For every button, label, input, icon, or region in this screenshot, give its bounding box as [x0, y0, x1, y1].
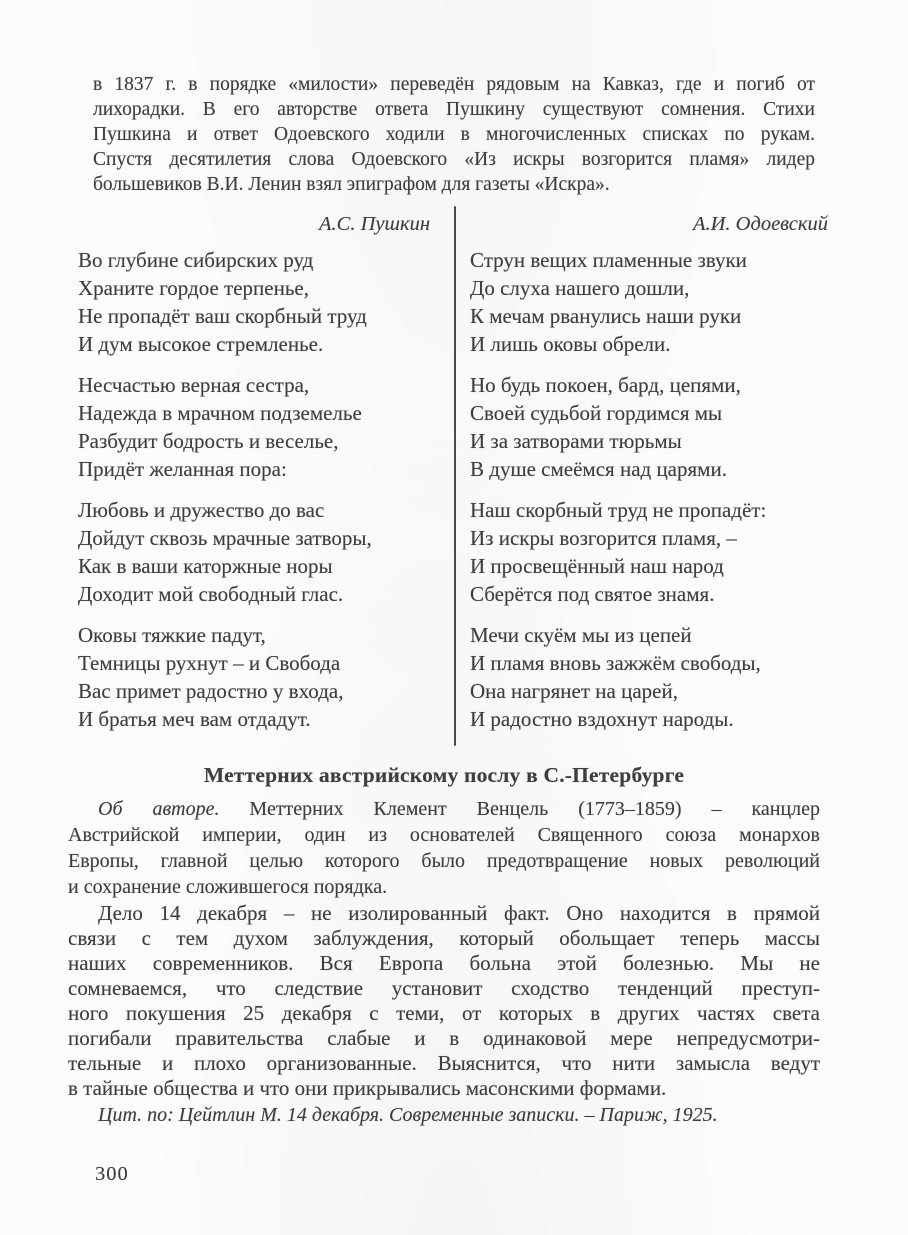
poem-author-odoevsky: А.И. Одоевский: [692, 213, 828, 235]
verse-line: И за затворами тюрьмы: [470, 429, 682, 453]
text-line: в 1837 г. в порядке «милости» переведён рядовым на Кавказ, где и погиб от: [93, 74, 815, 95]
poem-column-pushkin: [78, 246, 430, 746]
poem-stanza: [78, 621, 430, 733]
section-heading: Меттерних австрийскому послу в С.-Петербурге: [203, 763, 685, 787]
verse-line: Придёт желанная пора:: [78, 457, 287, 481]
text-line: сомневаемся, что следствие установит сходство тенденций преступ-: [68, 976, 820, 1000]
text-line: Пушкина и ответ Одоевского ходили в многочисленных списках по рукам.: [93, 124, 815, 145]
verse-line: Храните гордое терпенье,: [78, 276, 309, 300]
verse-line: Оковы тяжкие падут,: [78, 623, 266, 647]
text-line: связи с тем духом заблуждения, который обольщает теперь массы: [68, 926, 820, 950]
verse-line: Доходит мой свободный глас.: [78, 582, 344, 606]
verse-line: И радостно вздохнут народы.: [470, 707, 734, 731]
verse-line: До слуха нашего дошли,: [470, 276, 690, 300]
verse-line: Она нагрянет на царей,: [470, 679, 678, 703]
verse-line: Сберётся под святое знамя.: [470, 582, 715, 606]
text-line: большевиков В.И. Ленин взял эпиграфом для газеты «Искра».: [93, 174, 610, 195]
text-line: Спустя десятилетия слова Одоевского «Из искры возгорится пламя» лидер: [93, 149, 815, 170]
verse-line: Но будь покоен, бард, цепями,: [470, 373, 741, 397]
verse-line: Из искры возгорится пламя, –: [470, 526, 737, 550]
verse-line: Дойдут сквозь мрачные затворы,: [78, 526, 372, 550]
poem-stanza: [470, 371, 828, 483]
poem-stanza: [78, 496, 430, 608]
text-line: Дело 14 декабря – не изолированный факт. Оно находится в прямой: [98, 901, 820, 925]
text-line: Европы, главной целью которого было предотвращение новых революций: [68, 850, 820, 872]
verse-line: Любовь и дружество до вас: [78, 498, 325, 522]
text-line: погибали правительства слабые и в одинаковой мере непредусмотри-: [68, 1026, 820, 1050]
page-number: 300: [95, 1163, 129, 1185]
verse-line: Вас примет радостно у входа,: [78, 679, 344, 703]
text-line: в тайные общества и что они прикрывались масонскими формами.: [68, 1076, 667, 1100]
verse-line: Несчастью верная сестра,: [78, 373, 310, 397]
excerpt-paragraph: [68, 901, 820, 1101]
poem-stanza: [470, 621, 828, 733]
verse-line: И просвещённый наш народ: [470, 554, 724, 578]
poem-stanza: [470, 496, 828, 608]
verse-line: Надежда в мрачном подземелье: [78, 401, 362, 425]
poem-stanza: [470, 246, 828, 358]
verse-line: Разбудит бодрость и веселье,: [78, 429, 339, 453]
verse-line: И пламя вновь зажжём свободы,: [470, 651, 761, 675]
citation-line: Цит. по: Цейтлин М. 14 декабря. Современные записки. – Париж, 1925.: [98, 1104, 718, 1126]
text-line: ного покушения 25 декабря с теми, от которых в других частях света: [68, 1001, 820, 1025]
text-line: Австрийской империи, один из основателей Священного союза монархов: [68, 824, 820, 846]
verse-line: В душе смеёмся над царями.: [470, 457, 727, 481]
verse-line: И дум высокое стремленье.: [78, 332, 324, 356]
text-line: и сохранение сложившегося порядка.: [68, 876, 388, 898]
poem-stanza: [78, 371, 430, 483]
verse-line: Мечи скуём мы из цепей: [470, 623, 692, 647]
verse-line: К мечам рванулись наши руки: [470, 304, 742, 328]
about-author-paragraph: [68, 796, 820, 900]
verse-line: Струн вещих пламенные звуки: [470, 248, 747, 272]
verse-line: Темницы рухнут – и Свобода: [78, 651, 341, 675]
verse-line: Наш скорбный труд не пропадёт:: [470, 498, 767, 522]
poem-column-odoevsky: [470, 246, 828, 746]
column-divider-line: [454, 206, 456, 746]
verse-line: Как в ваши каторжные норы: [78, 554, 333, 578]
text-line: наших современников. Вся Европа больна этой болезнью. Мы не: [68, 951, 820, 975]
verse-line: И братья меч вам отдадут.: [78, 707, 311, 731]
poem-author-pushkin: А.С. Пушкин: [319, 213, 430, 235]
verse-line: Не пропадёт ваш скорбный труд: [78, 304, 367, 328]
text-line: лихорадки. В его авторстве ответа Пушкину существуют сомнения. Стихи: [93, 99, 815, 120]
verse-line: И лишь оковы обрели.: [470, 332, 671, 356]
intro-paragraph: [93, 72, 815, 197]
poem-stanza: [78, 246, 430, 358]
verse-line: Во глубине сибирских руд: [78, 248, 314, 272]
text-line: тельные и плохо организованные. Выяснится, что нити замысла ведут: [68, 1051, 820, 1075]
verse-line: Своей судьбой гордимся мы: [470, 401, 723, 425]
text-line: Об авторе. Меттерних Клемент Венцель (1773–1859) – канцлер: [98, 798, 820, 820]
